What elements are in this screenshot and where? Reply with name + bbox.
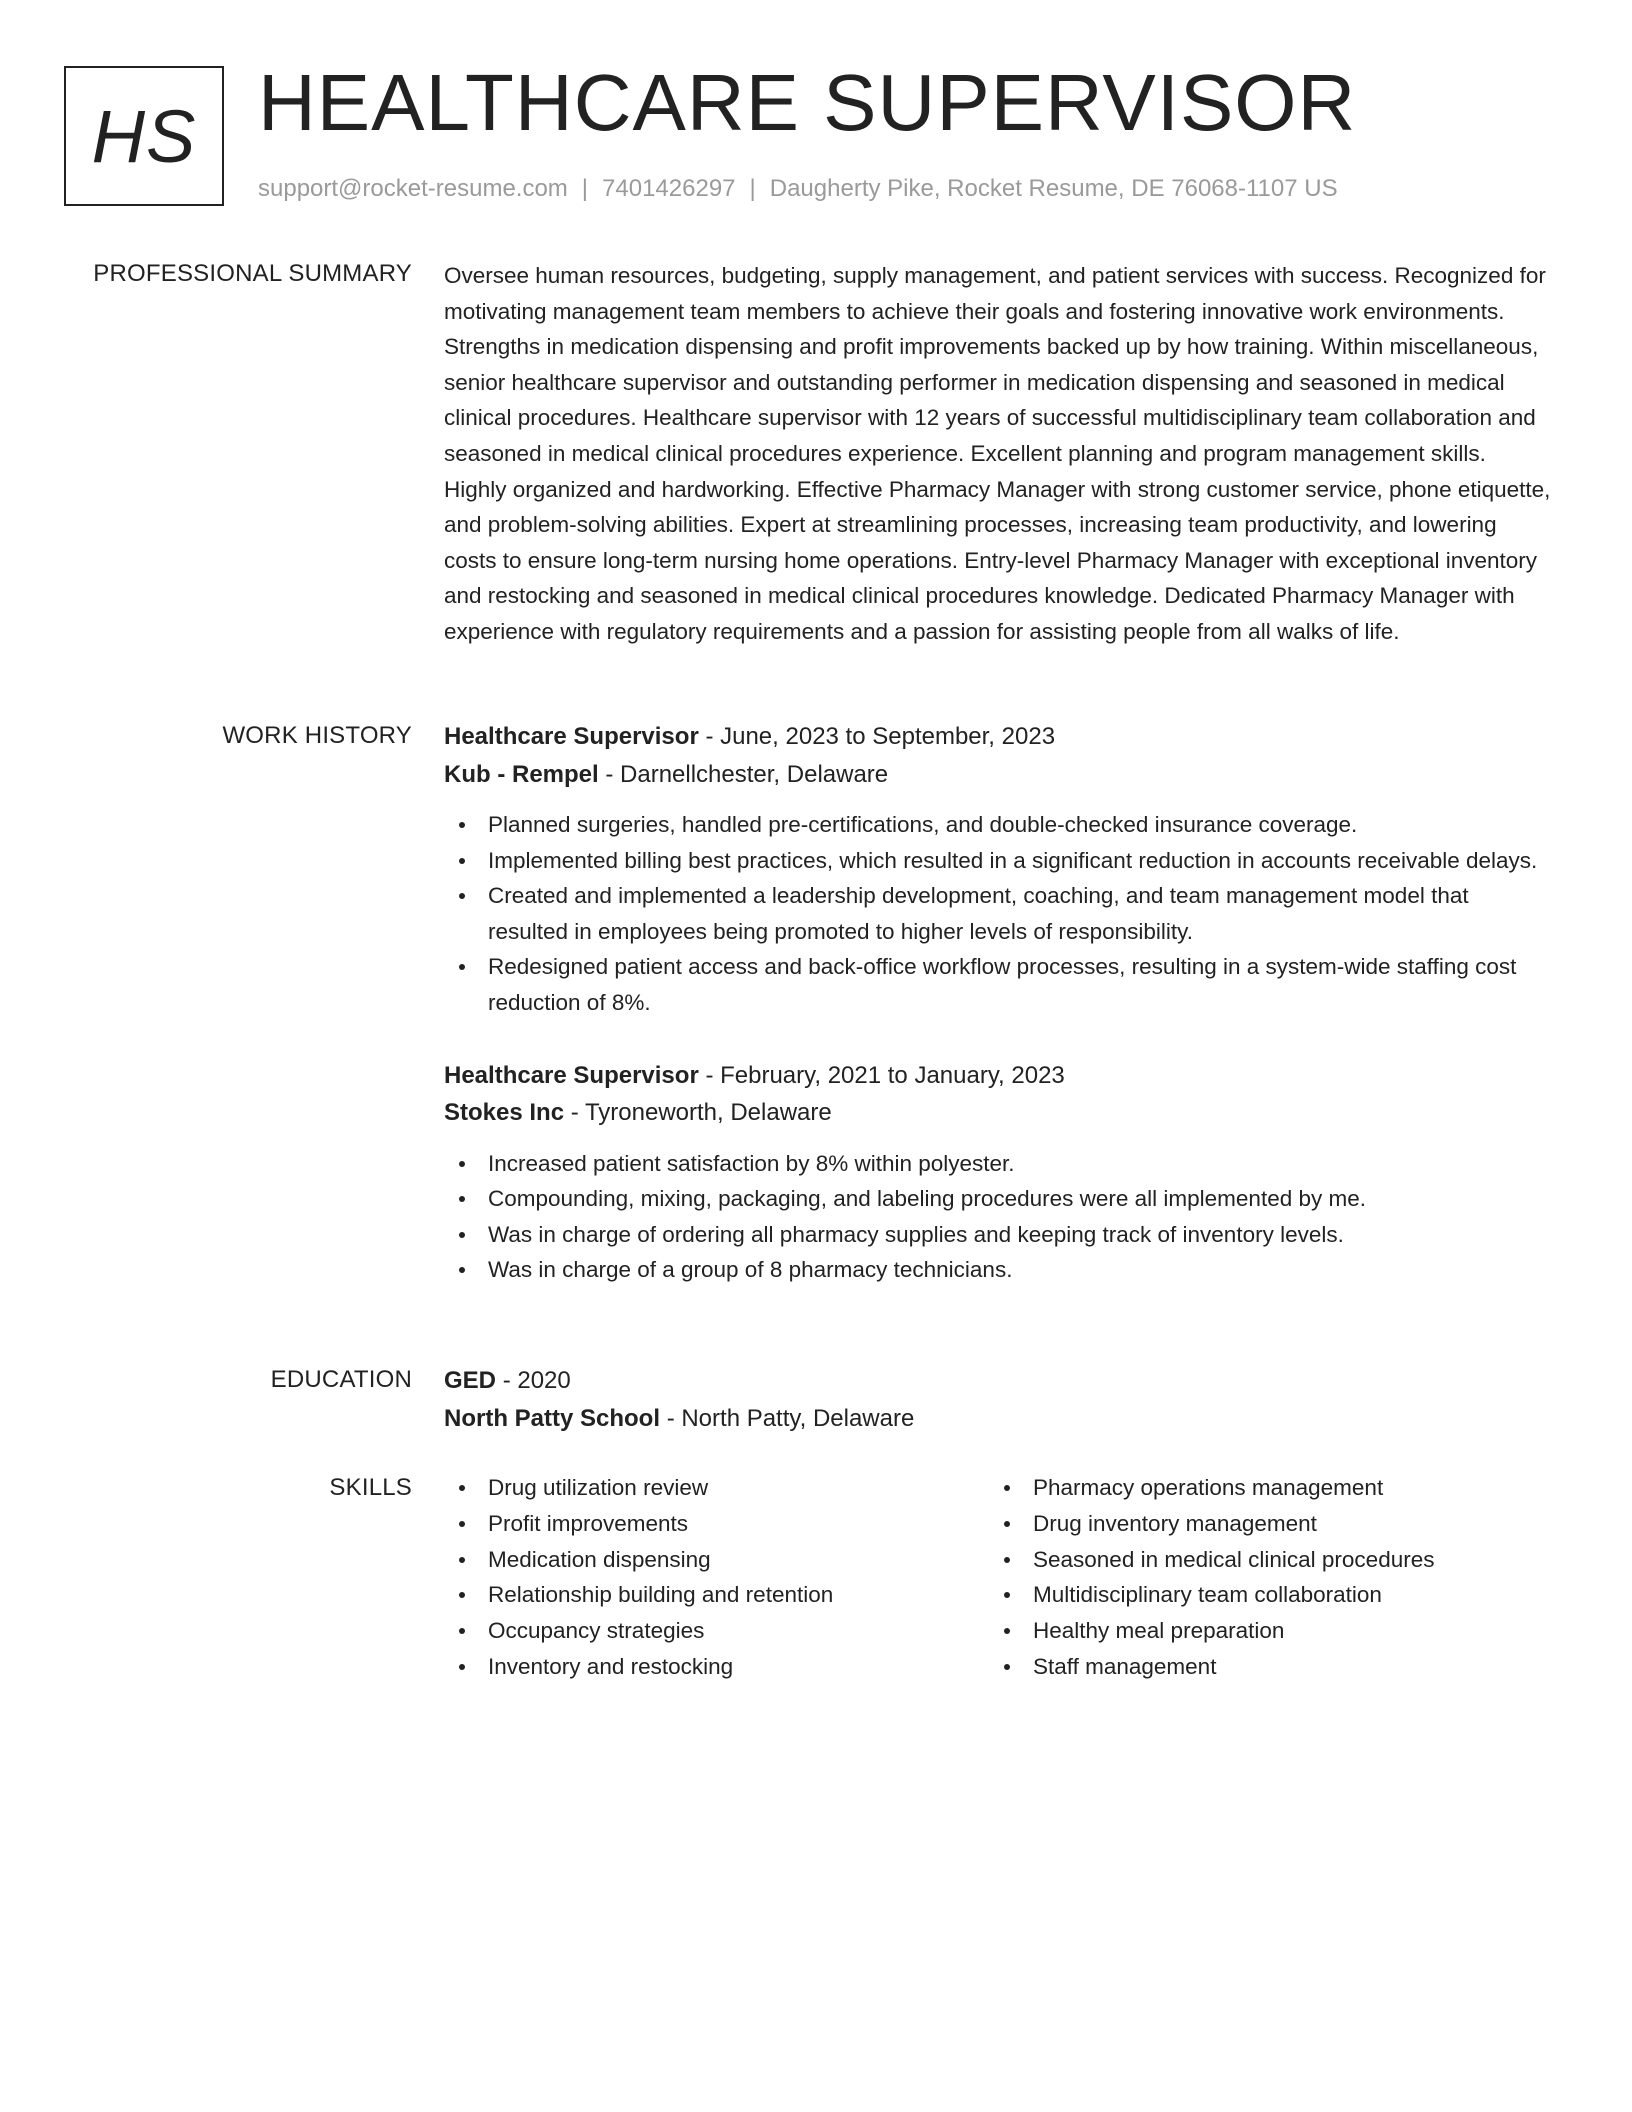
skills-list-left — [444, 1470, 989, 1685]
job-bullet: Was in charge of a group of 8 pharmacy technicians. — [444, 1252, 1554, 1288]
job-dates: - February, 2021 to January, 2023 — [705, 1061, 1065, 1089]
candidate-name: HEALTHCARE SUPERVISOR — [258, 58, 1357, 147]
skills-column-left — [444, 1470, 989, 1685]
skills-list-right — [989, 1470, 1534, 1685]
skill-item: Inventory and restocking — [444, 1649, 989, 1685]
job-entry — [444, 1057, 1554, 1288]
contact-line — [258, 174, 1338, 204]
skill-item: Pharmacy operations management — [989, 1470, 1534, 1506]
skill-item: Staff management — [989, 1649, 1534, 1685]
summary-text: Oversee human resources, budgeting, supply management, and patient services with success. Recognized for motivating management team members to achieve their goals and fostering innovative work environments. Strengths in medication dispensing and profit improvements backed up by how training. Within miscellaneous, senior healthcare supervisor and outstanding performer in medication dispensing and seasoned in medical clinical procedures. Healthcare supervisor with 12 years of successful multidisciplinary team collaboration and seasoned in medical clinical procedures experience. Excellent planning and program management skills. Highly organized and hardworking. Effective Pharmacy Manager with strong customer service, phone etiquette, and problem-solving abilities. Expert at streamlining processes, increasing team productivity, and lowering costs to ensure long-term nursing home operations. Entry-level Pharmacy Manager with exceptional inventory and restocking and seasoned in medical clinical procedures knowledge. Dedicated Pharmacy Manager with experience with regulatory requirements and a passion for assisting people from all walks of life. — [444, 263, 1551, 644]
job-bullet: Planned surgeries, handled pre-certifications, and double-checked insurance coverage. — [444, 807, 1554, 843]
job-company-line — [444, 756, 1554, 794]
job-bullet: Was in charge of ordering all pharmacy supplies and keeping track of inventory levels. — [444, 1217, 1554, 1253]
skill-item: Drug inventory management — [989, 1506, 1534, 1542]
job-bullet: Created and implemented a leadership development, coaching, and team management model that resulted in employees being promoted to higher levels of responsibility. — [444, 878, 1554, 949]
job-company: Stokes Inc — [444, 1099, 565, 1127]
job-entry — [444, 718, 1554, 1021]
education-year: - 2020 — [502, 1367, 571, 1394]
education-degree: GED — [444, 1367, 497, 1394]
skills-column-right — [989, 1470, 1534, 1685]
job-title: Healthcare Supervisor — [444, 723, 699, 750]
skill-item: Medication dispensing — [444, 1542, 989, 1578]
education-body — [444, 1362, 1554, 1437]
skill-item: Drug utilization review — [444, 1470, 989, 1506]
contact-separator: | — [749, 175, 756, 202]
skill-item: Healthy meal preparation — [989, 1613, 1534, 1649]
job-bullet: Increased patient satisfaction by 8% within polyester. — [444, 1146, 1554, 1182]
skill-item: Occupancy strategies — [444, 1613, 989, 1649]
monogram-box — [64, 66, 224, 206]
monogram-initials: HS — [91, 94, 197, 178]
contact-address: Daugherty Pike, Rocket Resume, DE 76068-1107 US — [769, 175, 1338, 202]
skills-heading: SKILLS — [329, 1474, 412, 1501]
job-location: - Tyroneworth, Delaware — [570, 1099, 832, 1127]
work-history-body — [444, 718, 1554, 1288]
job-company: Kub - Rempel — [444, 760, 599, 788]
education-school-line — [444, 1400, 1554, 1438]
skill-item: Seasoned in medical clinical procedures — [989, 1542, 1534, 1578]
job-title-line — [444, 718, 1554, 756]
education-school: North Patty School — [444, 1404, 661, 1432]
contact-email: support@rocket-resume.com — [258, 175, 568, 202]
education-heading: EDUCATION — [270, 1366, 412, 1393]
summary-heading: PROFESSIONAL SUMMARY — [93, 260, 412, 287]
skill-item: Profit improvements — [444, 1506, 989, 1542]
skills-columns — [444, 1470, 1554, 1685]
skill-item: Relationship building and retention — [444, 1577, 989, 1613]
skill-item: Multidisciplinary team collaboration — [989, 1577, 1534, 1613]
job-bullet: Implemented billing best practices, which resulted in a significant reduction in accounts receivable delays. — [444, 843, 1554, 879]
summary-body — [444, 258, 1554, 650]
job-bullets — [444, 1146, 1554, 1288]
job-title-line — [444, 1057, 1554, 1095]
skills-body — [444, 1470, 1554, 1685]
job-company-line — [444, 1094, 1554, 1132]
job-bullets — [444, 807, 1554, 1021]
job-bullet: Compounding, mixing, packaging, and labeling procedures were all implemented by me. — [444, 1181, 1554, 1217]
job-dates: - June, 2023 to September, 2023 — [705, 723, 1056, 750]
education-location: - North Patty, Delaware — [666, 1404, 915, 1432]
education-degree-line — [444, 1362, 1554, 1400]
job-bullet: Redesigned patient access and back-office workflow processes, resulting in a system-wide staffing cost reduction of 8%. — [444, 949, 1554, 1020]
contact-phone: 7401426297 — [602, 175, 736, 202]
job-location: - Darnellchester, Delaware — [605, 760, 889, 788]
job-title: Healthcare Supervisor — [444, 1061, 699, 1089]
contact-separator: | — [581, 175, 589, 202]
work-history-heading: WORK HISTORY — [222, 722, 412, 749]
